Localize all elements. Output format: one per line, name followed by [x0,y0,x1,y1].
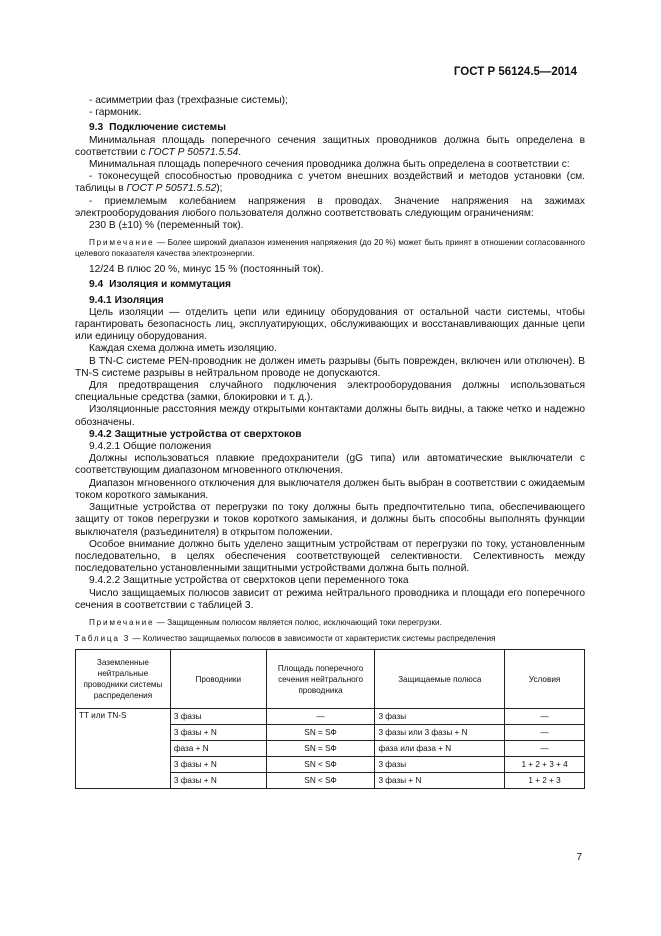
conditions-cell: — [505,741,585,757]
section-number: 9.4.2 [89,428,112,440]
poles-cell: 3 фазы [375,709,505,725]
column-header: Проводники [170,650,266,709]
column-header: Заземленные нейтральные проводники системы распределения [76,650,171,709]
paragraph: Диапазон мгновенного отключения для выключателя должен быть выбран в соответствии с ожидаемым током короткого замыкания. [75,477,585,501]
section-heading-9-4 [75,279,585,291]
table-caption [75,633,585,645]
list-item: - асимметрии фаз (трехфазные системы); [89,95,288,106]
poles-cell: фаза или фаза + N [375,741,505,757]
poles-cell: 3 фазы или 3 фазы + N [375,725,505,741]
poles-cell: 3 фазы [375,757,505,773]
section-heading-9-4-1 [75,295,585,307]
standard-reference: ГОСТ Р 50571.5.54 [148,146,239,158]
section-heading-9-4-2 [75,429,585,441]
table-header-row [76,650,585,709]
paragraph: Особое внимание должно быть уделено защитным устройствам от перегрузки по току, установленным последовательно, в целях обеспечения соответствующей селективности. Селективность между последовательно установленными защитными устройствами должна быть полной. [75,538,585,575]
subsection-heading: 9.4.2.1 Общие положения [89,441,212,453]
paragraph: Цель изоляции — отделить цепи или единицу оборудования от остальной части системы, чтобы гарантировать безопасность лиц, эксплуатирующих, обслуживающих и восстанавливающих данные цепи или единицу оборудования. [75,306,585,343]
table-caption-text: — Количество защищаемых полюсов в зависимости от характеристик системы распределения [130,633,496,643]
table-row [76,709,585,725]
paragraph: Изоляционные расстояния между открытыми контактами должны быть видны, а также четко и надежно обозначены. [75,404,585,428]
section-number: 9.3 [89,122,104,134]
paragraph-text: Минимальная площадь поперечного сечения защитных проводников должна быть определена в соответствии с [75,134,585,158]
paragraph: 230 В (±10) % (переменный ток). [89,220,244,232]
conductors-cell: 3 фазы + N [170,757,266,773]
list-item [75,171,585,195]
note-label: Примечание [89,617,155,627]
section-heading-9-3 [75,122,585,134]
note [75,237,585,259]
column-header: Условия [505,650,585,709]
paragraph: В TN-C системе PEN-проводник не должен иметь разрывы (быть поврежден, включен или отключен). В TN-S системе разрывы в нейтральном проводе не допускаются. [75,355,585,379]
neutral-section-cell: SN < SФ [266,773,375,789]
conditions-cell: 1 + 2 + 3 + 4 [505,757,585,773]
column-header: Защищаемые полюса [375,650,505,709]
note-label: Примечание [89,238,155,248]
document-header: ГОСТ Р 56124.5—2014 [453,66,577,78]
standard-reference: ГОСТ Р 50571.5.52 [126,183,217,195]
conditions-cell: — [505,725,585,741]
paragraph-text: ); [216,183,223,195]
section-title: Защитные устройства от сверхтоков [114,428,302,440]
list-item: - гармоник. [89,107,142,119]
conditions-cell: 1 + 2 + 3 [505,773,585,789]
paragraph: Для предотвращения случайного подключения электрооборудования должны использоваться специальные средства (замки, блокировки и т. д.). [75,380,585,404]
note-text: — Защищенным полюсом является полюс, исключающий токи перегрузки. [154,617,442,627]
neutral-section-cell: SN < SФ [266,757,375,773]
section-number: 9.4 [89,279,104,291]
paragraph: Защитные устройства от перегрузки по току должны быть предпочтительно типа, обеспечивающего защиту от токов перегрузки и токов короткого замыкания, и должны быть способны выполнять функции выключателя (разъединителя) в открытом положении. [75,502,585,538]
neutral-section-cell: — [266,709,375,725]
page-number: 7 [576,852,582,863]
paragraph: Минимальная площадь поперечного сечения проводника должна быть определена в соответствии с: [89,159,570,171]
paragraph: Должны использоваться плавкие предохранители (gG типа) или автоматические выключатели с соответствующим диапазоном мгновенного отключения. [75,453,585,477]
conductors-cell: 3 фазы [170,709,266,725]
section-title: Подключение системы [109,122,226,134]
table-label: Таблица 3 [75,633,131,643]
group-cell: TT или TN-S [76,709,171,789]
document-body [75,95,585,789]
section-title: Изоляция [114,294,164,306]
poles-table [75,649,585,789]
paragraph-text: - токонесущей способностью проводника с учетом внешних воздействий и методов установки (см. таблицы в [75,171,585,195]
column-header: Площадь поперечного сечения нейтрального проводника [266,650,375,709]
paragraph-text: . [238,146,242,158]
note-text: — Более широкий диапазон изменения напряжения (до 20 %) может быть принят в отношении согласованного целевого показателя качества электроэнергии. [75,238,585,259]
neutral-section-cell: SN = SФ [266,725,375,741]
paragraph: Число защищаемых полюсов зависит от режима нейтрального проводника и площади его поперечного сечения в соответствии с таблицей 3. [75,587,585,611]
conductors-cell: фаза + N [170,741,266,757]
note [75,617,585,628]
list-item: - приемлемым колебанием напряжения в проводах. Значение напряжения на зажимах электрооборудования любого пользователя должно соответствовать следующим ограничениям: [75,195,585,219]
subsection-heading: 9.4.2.2 Защитные устройства от сверхтоков цепи переменного тока [89,575,409,587]
conductors-cell: 3 фазы + N [170,773,266,789]
conditions-cell: — [505,709,585,725]
conductors-cell: 3 фазы + N [170,725,266,741]
section-title: Изоляция и коммутация [109,279,231,291]
neutral-section-cell: SN = SФ [266,741,375,757]
paragraph: 12/24 В плюс 20 %, минус 15 % (постоянный ток). [89,264,324,276]
section-number: 9.4.1 [89,294,112,306]
paragraph [75,135,585,159]
paragraph: Каждая схема должна иметь изоляцию. [89,343,277,355]
poles-cell: 3 фазы + N [375,773,505,789]
